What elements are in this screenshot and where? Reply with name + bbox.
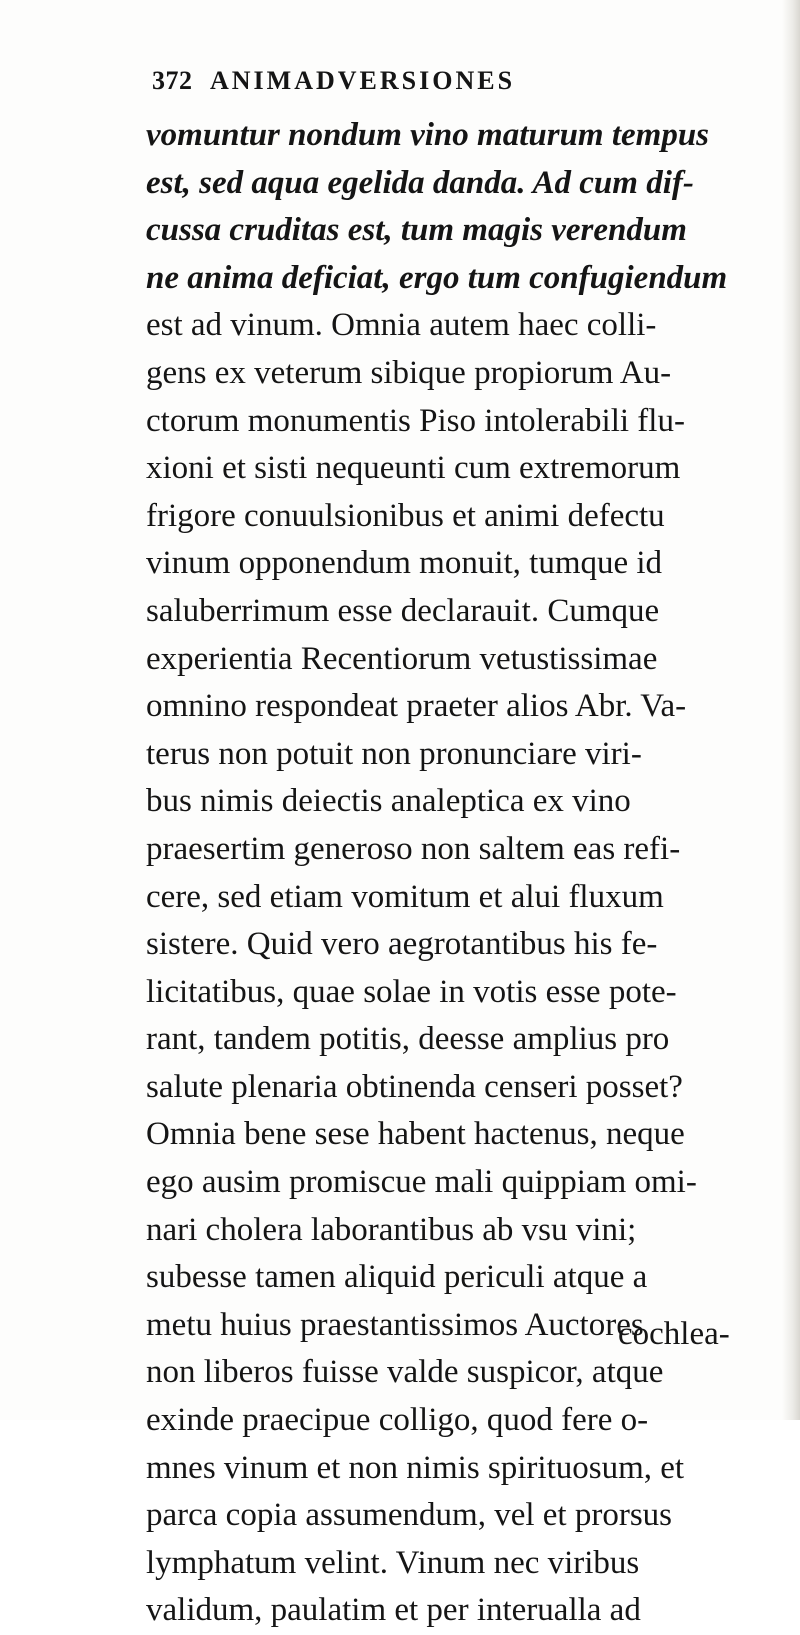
text-line: gens ex veterum sibique propiorum Au- xyxy=(146,354,672,391)
running-head: ANIMADVERSIONES xyxy=(210,66,516,95)
text-line: saluberrimum esse declarauit. Cumque xyxy=(146,592,660,629)
page-number: 372 xyxy=(152,66,193,95)
text-line: validum, paulatim et per interualla ad xyxy=(146,1592,641,1629)
text-line: est, sed aqua egelida danda. Ad cum dif- xyxy=(146,164,694,201)
text-line: parca copia assumendum, vel et prorsus xyxy=(146,1497,673,1534)
text-line: subesse tamen aliquid periculi atque a xyxy=(146,1259,648,1296)
text-line: exinde praecipue colligo, quod fere o- xyxy=(146,1402,649,1439)
text-line: ctorum monumentis Piso intolerabili flu- xyxy=(146,402,685,439)
text-line: metu huius praestantissimos Auctores xyxy=(146,1306,644,1343)
text-line: cussa cruditas est, tum magis verendum xyxy=(146,212,687,249)
text-line: ego ausim promiscue mali quippiam omi- xyxy=(146,1164,697,1201)
text-line: experientia Recentiorum vetustissimae xyxy=(146,640,658,677)
page-edge-shadow xyxy=(782,0,800,1420)
text-line: frigore conuulsionibus et animi defectu xyxy=(146,497,665,534)
text-line: xioni et sisti nequeunti cum extremorum xyxy=(146,450,681,487)
text-line: vomuntur nondum vino maturum tempus xyxy=(146,117,710,153)
text-line: omnino respondeat praeter alios Abr. Va- xyxy=(146,688,687,725)
text-line: nari cholera laborantibus ab vsu vini; xyxy=(146,1211,637,1248)
body-text xyxy=(146,112,746,1635)
text-line: terus non potuit non pronunciare viri- xyxy=(146,735,642,772)
page-header xyxy=(152,62,672,102)
text-line: rant, tandem potitis, deesse amplius pro xyxy=(146,1021,670,1058)
catchword: cochlea- xyxy=(618,1316,730,1352)
text-line: sistere. Quid vero aegrotantibus his fe- xyxy=(146,926,658,963)
text-line: bus nimis deiectis analeptica ex vino xyxy=(146,783,631,820)
text-line: praesertim generoso non saltem eas refi- xyxy=(146,830,681,867)
text-line: licitatibus, quae solae in votis esse pote- xyxy=(146,973,677,1010)
text-line: Omnia bene sese habent hactenus, neque xyxy=(146,1116,685,1153)
text-line: cere, sed etiam vomitum et alui fluxum xyxy=(146,878,664,915)
text-line: vinum opponendum monuit, tumque id xyxy=(146,545,663,582)
text-line: lymphatum velint. Vinum nec viribus xyxy=(146,1544,640,1581)
text-line: est ad vinum. Omnia autem haec colli- xyxy=(146,307,657,344)
text-line: ne anima deficiat, ergo tum confugiendum xyxy=(146,259,728,296)
text-line: salute plenaria obtinenda censeri posset? xyxy=(146,1068,683,1105)
text-line: non liberos fuisse valde suspicor, atque xyxy=(146,1354,664,1391)
text-line: mnes vinum et non nimis spirituosum, et xyxy=(146,1449,685,1486)
